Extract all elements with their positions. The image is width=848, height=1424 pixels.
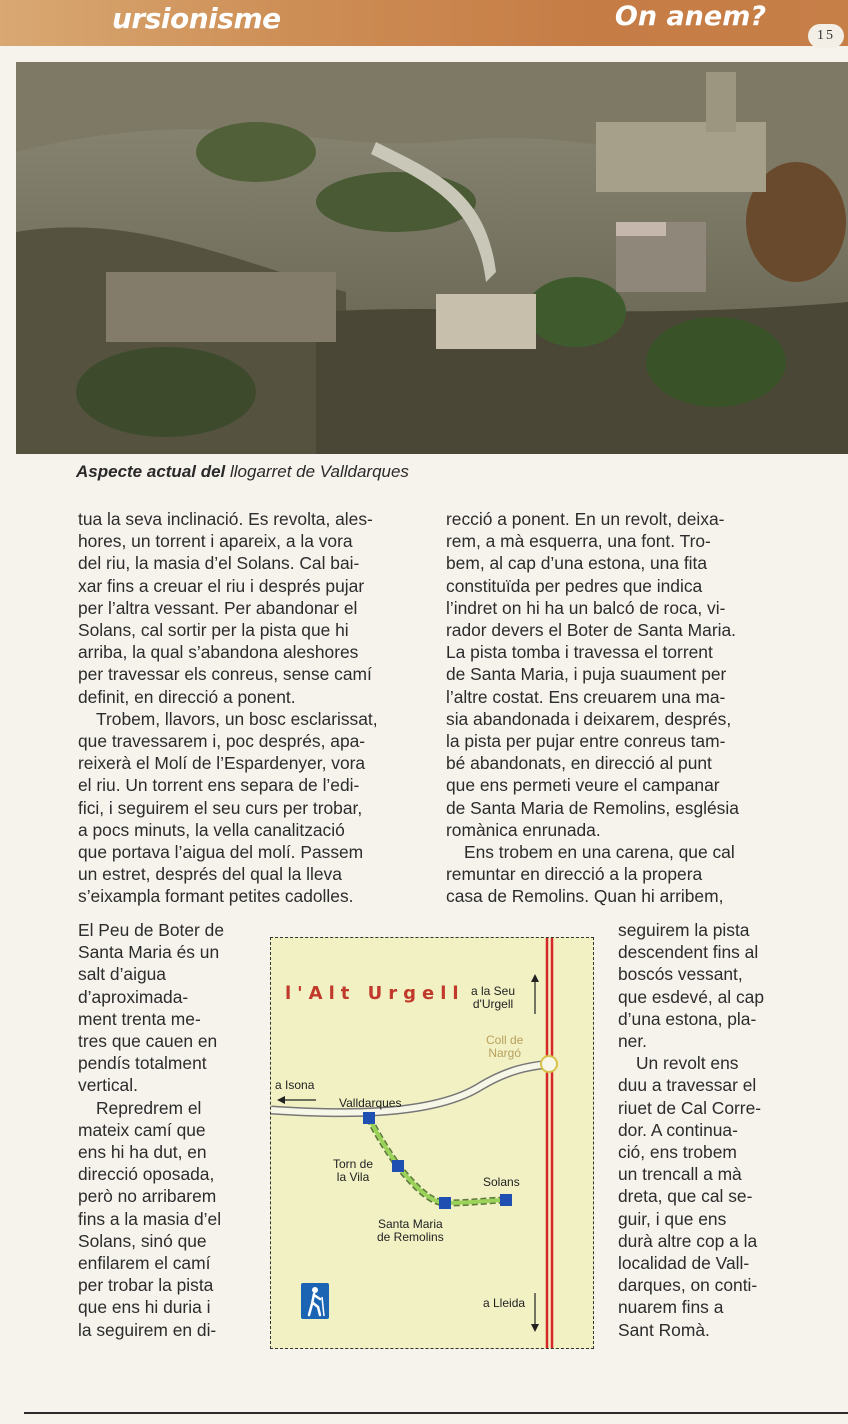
route-map xyxy=(270,937,594,1349)
where-title: On anem? xyxy=(614,1,766,32)
arrow-left-head xyxy=(277,1096,285,1104)
village-photo xyxy=(16,62,848,454)
map-label-lleida: a Lleida xyxy=(483,1296,526,1310)
coll-de-nargo-node xyxy=(541,1056,557,1072)
text-column-right-narrow xyxy=(618,919,788,1341)
paragraph: El Peu de Boter de Santa Maria és un salt d’aigua d’aproximada- ment trenta me- tres que cauen en pendís totalment vertical. xyxy=(78,920,224,1096)
paragraph: seguirem la pista descendent fins al boscós vessant, que esdevé, al cap d’una estona, pla- ner. xyxy=(618,920,764,1052)
paragraph: Repredrem el mateix camí que ens hi ha dut, en direcció oposada, però no arribarem fins a la masia d’el Solans, sinó que enfilarem el camí per trobar la pista que ens hi duria i la seguirem en di- xyxy=(78,1097,222,1340)
arrow-up-head xyxy=(531,974,539,982)
text-column-right xyxy=(446,508,786,908)
map-label-solans: Solans xyxy=(483,1175,520,1189)
section-title: ursionisme xyxy=(112,2,281,35)
map-label-valldarques: Valldarques xyxy=(339,1096,402,1110)
page-number: 15 xyxy=(808,24,844,48)
map-label-santa-maria: Santa Maria de Remolins xyxy=(377,1217,444,1244)
page-bottom-rule xyxy=(24,1412,848,1414)
paragraph: Ens trobem en una carena, que cal remuntar en direcció a la propera casa de Remolins. Quan hi arribem, xyxy=(446,842,735,907)
paragraph: recció a ponent. En un revolt, deixa- rem, a mà esquerra, una font. Tro- bem, al cap d’una estona, una fita constituïda per pedres que indica l’indret on hi ha un balcó de roca, vi- rador devers el Boter de Santa Maria. La pista tomba i travessa el torrent de Santa Maria, i puja suaument per l’altre costat. Ens creuarem una ma- sia abandonada i deixarem, després, la pista per pujar entre conreus tam- bé abandonats, en direcció al punt que ens permeti veure el campanar de Santa Maria de Remolins, església romànica enrunada. xyxy=(446,509,739,840)
photo-caption xyxy=(76,462,409,482)
map-label-torn: Torn de la Vila xyxy=(333,1157,374,1184)
caption-text: llogarret de Valldarques xyxy=(225,462,409,481)
hiking-route xyxy=(369,1118,507,1203)
page-header xyxy=(0,0,848,46)
hiker-icon xyxy=(301,1283,329,1319)
village-photo-drawing xyxy=(16,62,848,454)
map-region-title: l'Alt Urgell xyxy=(285,983,465,1004)
text-column-left-narrow xyxy=(78,919,258,1341)
map-label-coll: Coll de Nargó xyxy=(486,1033,524,1060)
map-label-isona: a Isona xyxy=(275,1078,315,1092)
arrow-down-head xyxy=(531,1324,539,1332)
text-column-left xyxy=(78,508,408,908)
caption-bold: Aspecte actual del xyxy=(76,462,226,481)
valldarques-point xyxy=(363,1112,375,1124)
solans-point xyxy=(500,1194,512,1206)
paragraph: Trobem, llavors, un bosc esclarissat, que travessarem i, poc després, apa- reixerà el Molí de l’Espardenyer, vora el riu. Un torrent ens separa de l’edi- fici, i seguirem el seu curs per trobar, a pocs minuts, la vella canalització que portava l’aigua del molí. Passem un estret, després del qual la lleva s’eixampla formant petites cadolles. xyxy=(78,708,378,907)
map-label-seu: a la Seu d'Urgell xyxy=(471,984,516,1011)
santa-maria-point xyxy=(439,1197,451,1209)
paragraph: tua la seva inclinació. Es revolta, ales- hores, un torrent i apareix, a la vora del riu, la masia d’el Solans. Cal bai- xar fins a creuar el riu i després pujar per l’altra vessant. Per abandonar el Solans, cal sortir per la pista que hi arriba, la qual s’abandona aleshores per travessar els conreus, sense camí definit, en direcció a ponent. xyxy=(78,509,373,707)
hiking-route xyxy=(369,1118,507,1203)
torn-de-la-vila-point xyxy=(392,1160,404,1172)
paragraph: Un revolt ens duu a travessar el riuet de Cal Corre- dor. A continua- ció, ens trobem un trencall a mà dreta, que cal se- guir, i que ens durà altre cop a la localidad de Vall- darques, on conti- nuarem fins a Sant Romà. xyxy=(618,1053,762,1340)
